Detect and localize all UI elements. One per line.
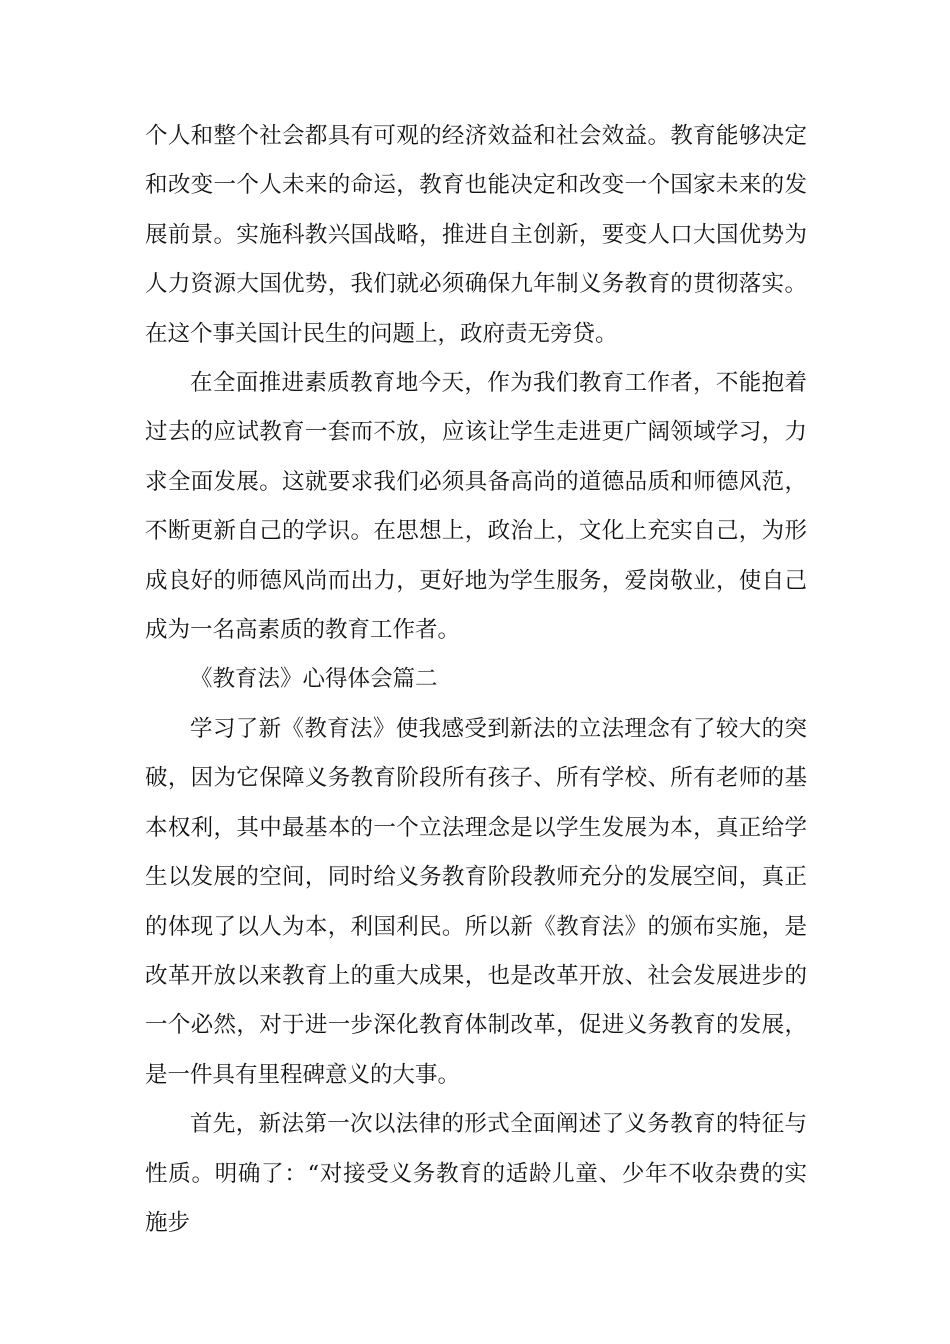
paragraph-2: 在全面推进素质教育地今天，作为我们教育工作者，不能抱着过去的应试教育一套而不放，应该让学生走进更广阔领域学习，力求全面发展。这就要求我们必须具备高尚的道德品质和师德风范，不断更新自己的学识。在思想上，政治上，文化上充实自己，为形成良好的师德风尚而出力，更好地为学生服务，爱岗敬业，使自己成为一名高素质的教育工作者。 — [145, 370, 807, 644]
paragraph-4: 首先，新法第一次以法律的形式全面阐述了义务教育的特征与性质。明确了：“对接受义务教育的适龄儿童、少年不收杂费的实施步 — [145, 1111, 807, 1236]
paragraph-3: 学习了新《教育法》使我感受到新法的立法理念有了较大的突破，因为它保障义务教育阶段所有孩子、所有学校、所有老师的基本权利，其中最基本的一个立法理念是以学生发展为本，真正给学生以发展的空间，同时给义务教育阶段教师充分的发展空间，真正的体现了以人为本，利国利民。所以新《教育法》的颁布实施，是改革开放以来教育上的重大成果，也是改革开放、社会发展进步的一个必然，对于进一步深化教育体制改革，促进义务教育的发展，是一件具有里程碑意义的大事。 — [145, 715, 807, 1088]
section-heading: 《教育法》心得体会篇二 — [190, 666, 438, 693]
document-body — [145, 112, 807, 1248]
paragraph-1: 个人和整个社会都具有可观的经济效益和社会效益。教育能够决定和改变一个人未来的命运，教育也能决定和改变一个国家未来的发展前景。实施科教兴国战略，推进自主创新，要变人口大国优势为人力资源大国优势，我们就必须确保九年制义务教育的贯彻落实。在这个事关国计民生的问题上，政府责无旁贷。 — [145, 123, 807, 347]
